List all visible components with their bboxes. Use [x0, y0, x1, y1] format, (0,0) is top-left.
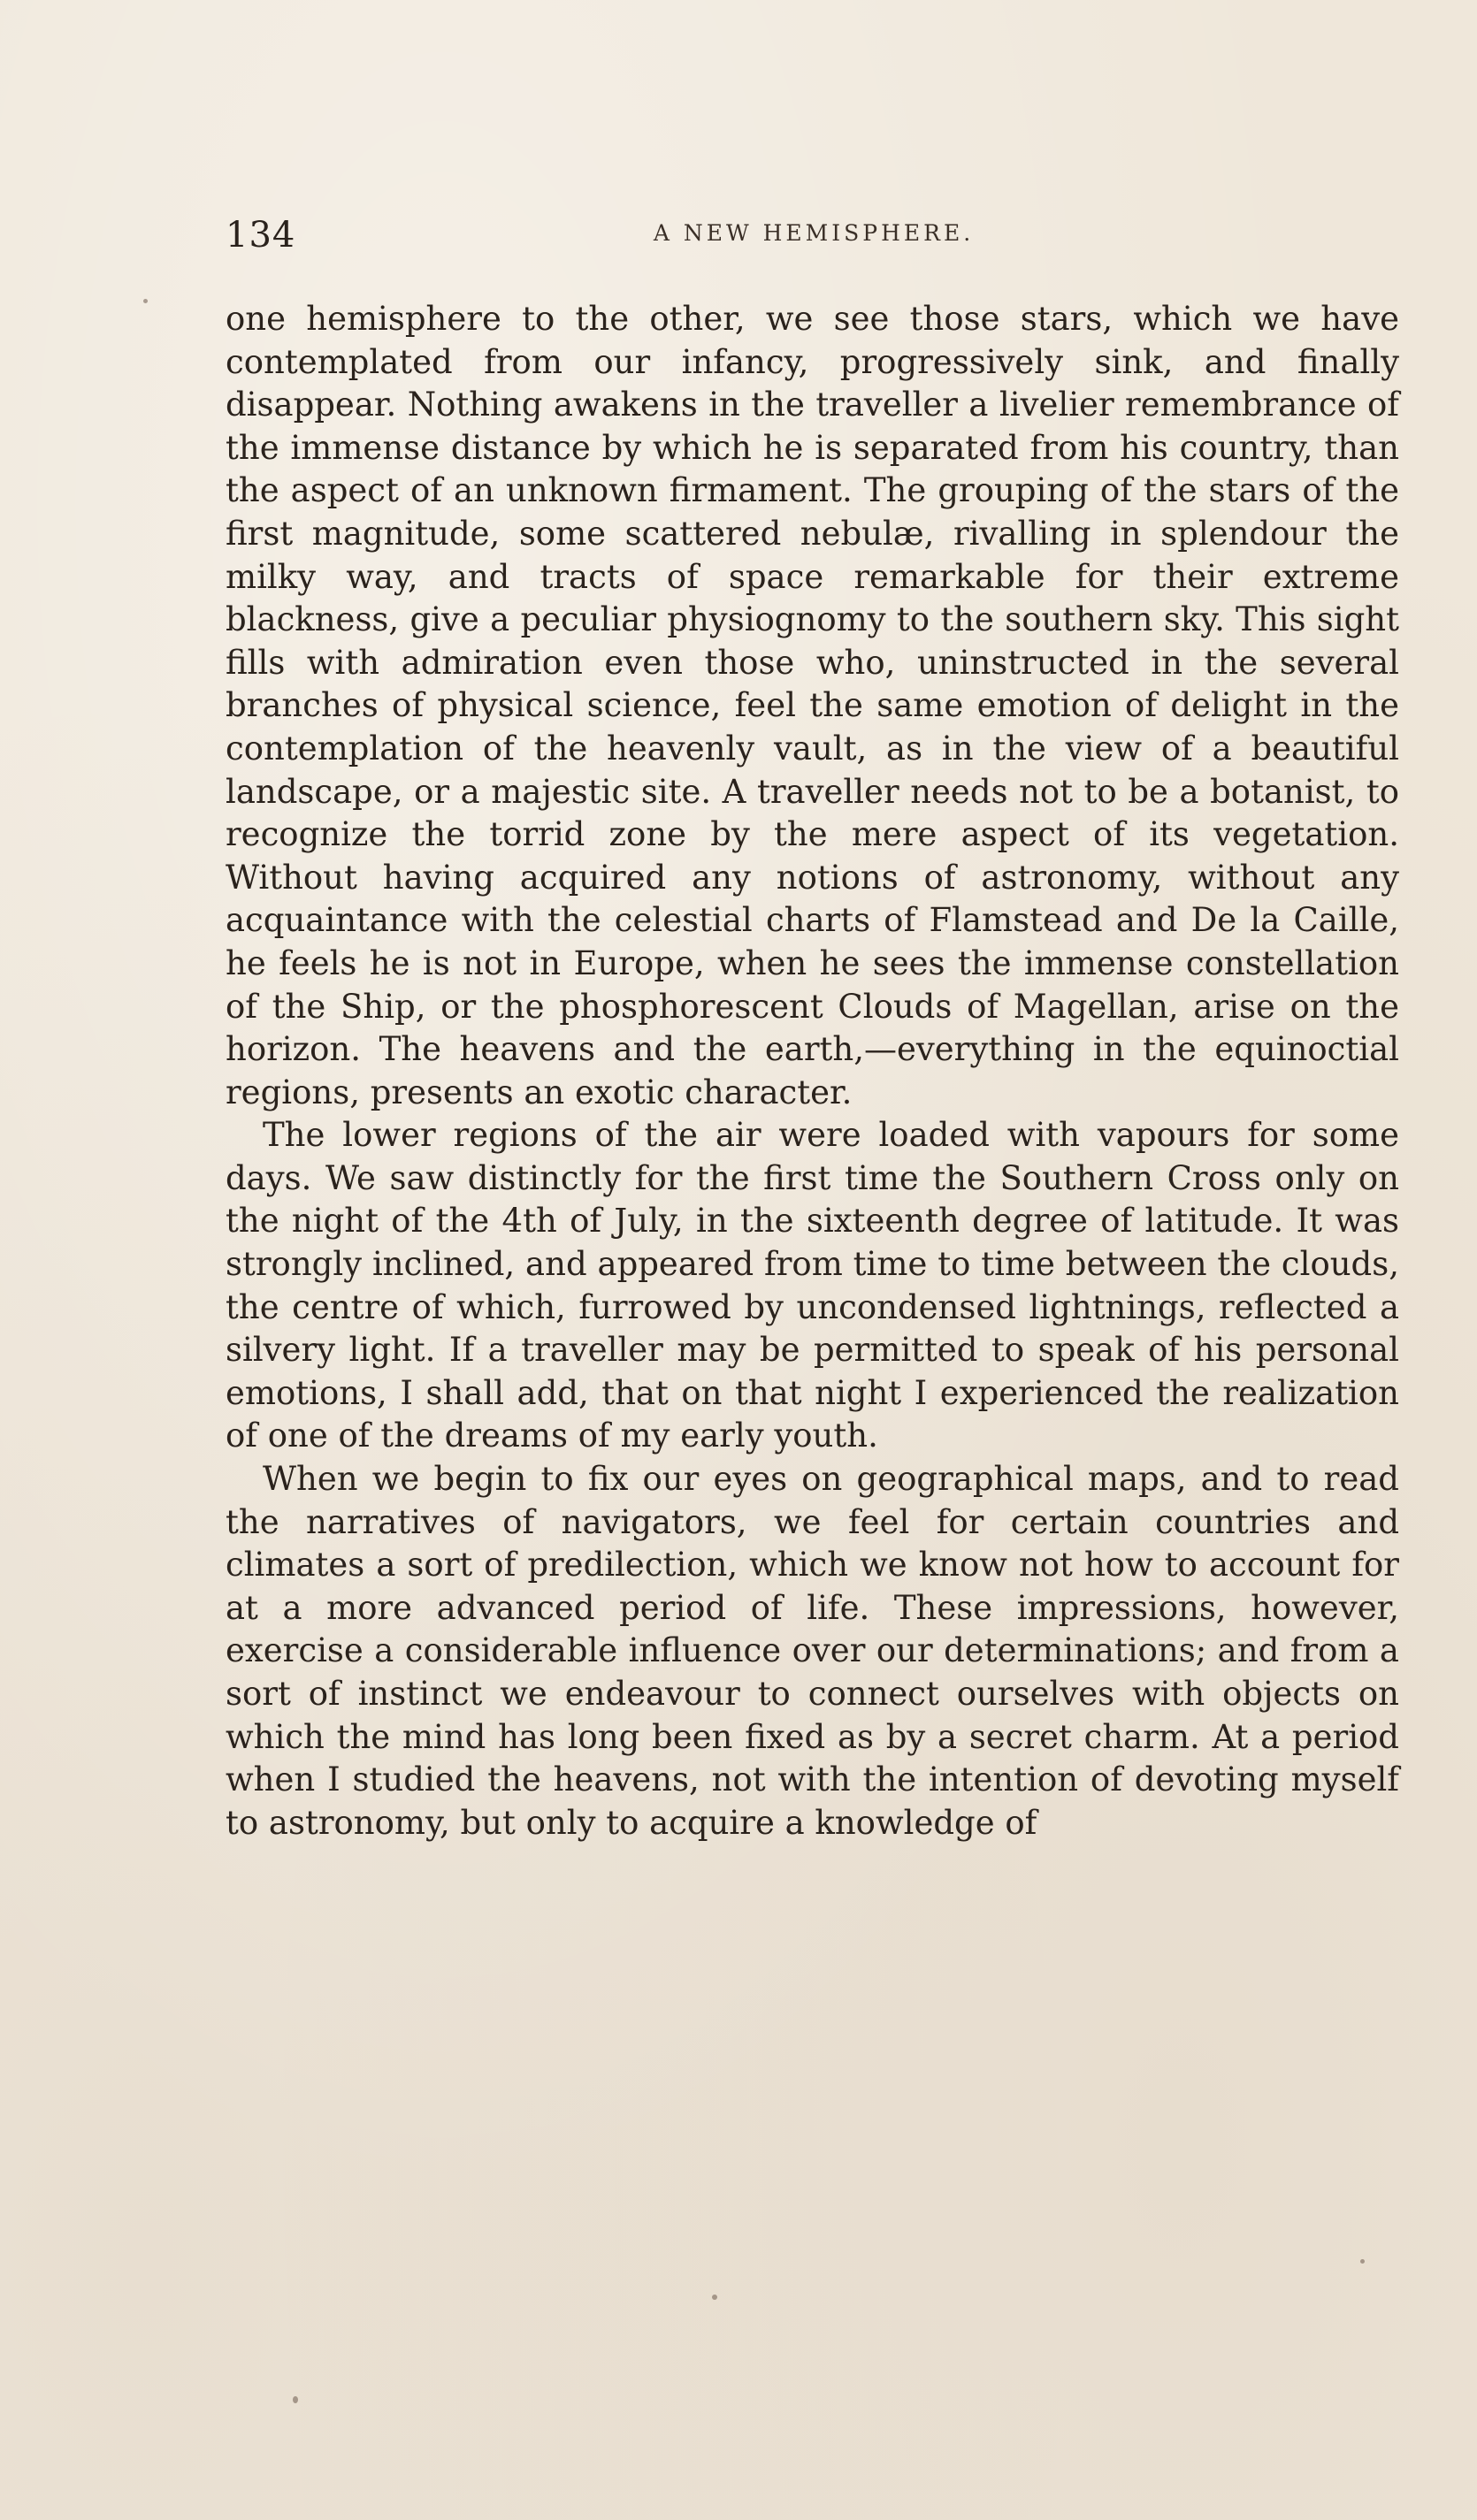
paper-speck: [293, 2396, 298, 2403]
running-title: A NEW HEMISPHERE.: [653, 220, 975, 246]
paragraph-2: The lower regions of the air were loaded with vapours for some days. We saw distinctly for the first time the Southern Cross only on the night of the 4th of July, in the sixteenth degree of latitude. It was strongly inclined, and appeared from time to time between the clouds, the centre of which, furrowed by uncondensed lightnings, reflected a silvery light. If a traveller may be permitted to speak of his personal emotions, I shall add, that on that night I experienced the realization of one of the dreams of my early youth.: [226, 1116, 1399, 1455]
paragraph-1: one hemisphere to the other, we see those stars, which we have contemplated from our infancy, progressively sink, and finally disappear. Nothing awakens in the traveller a livelier remembrance of the immense distance by which he is separated from his country, than the aspect of an unknown firmament. The grouping of the stars of the first magnitude, some scattered nebulæ, rivalling in splendour the milky way, and tracts of space remarkable for their extreme blackness, give a peculiar physiognomy to the southern sky. This sight fills with admiration even those who, uninstructed in the several branches of physical science, feel the same emotion of delight in the contemplation of the heavenly vault, as in the view of a beautiful landscape, or a majestic site. A traveller needs not to be a botanist, to recognize the torrid zone by the mere aspect of its vegetation. Without having acquired any notions of astronomy, without any acquaintance with the celestial charts of Flamstead and De la Caille, he feels he is not in Europe, when he sees the immense constellation of the Ship, or the phosphorescent Clouds of Magellan, arise on the horizon. The heavens and the earth,—everything in the equinoctial regions, presents an exotic character.: [226, 300, 1399, 1111]
page-number: 134: [226, 215, 296, 256]
paragraph-3: When we begin to fix our eyes on geographical maps, and to read the narratives of navigators, we feel for certain countries and climates a sort of predilection, which we know not how to account for at a more advanced period of life. These impressions, however, exercise a considerable influence over our determinations; and from a sort of instinct we endeavour to connect ourselves with objects on which the mind has long been fixed as by a secret charm. At a period when I studied the heavens, not with the intention of devoting myself to astronomy, but only to acquire a knowledge of: [226, 1460, 1399, 1842]
paper-speck: [143, 299, 148, 303]
page-header: [226, 215, 1415, 268]
body-text: [226, 298, 1399, 1844]
paper-speck: [1360, 2259, 1365, 2264]
paper-speck: [712, 2295, 717, 2300]
